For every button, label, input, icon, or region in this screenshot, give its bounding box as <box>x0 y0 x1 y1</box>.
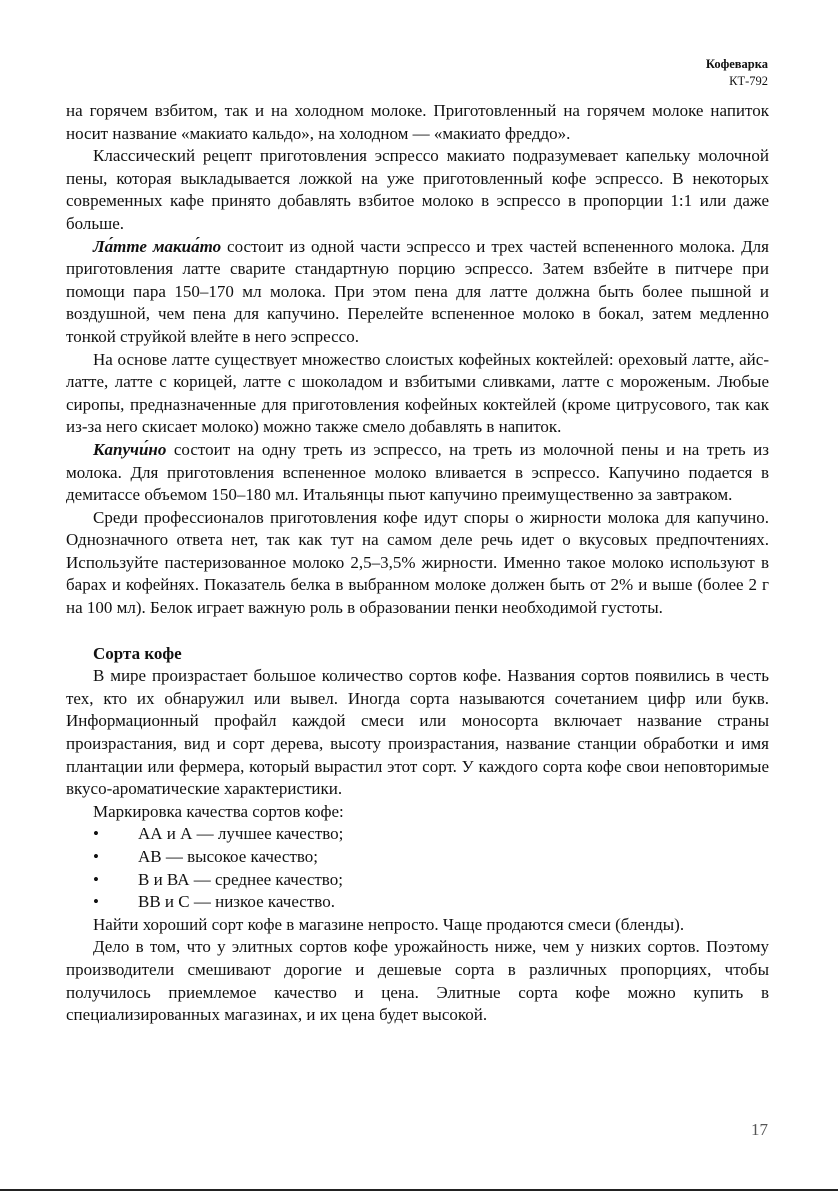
list-item: • АВ — высокое качество; <box>66 846 769 869</box>
header-model: КТ-792 <box>729 74 768 88</box>
paragraph-classic-macchiato: Классический рецепт приготовления эспрессо макиато подразумевает капельку молочной пены, которая выкладывается ложкой на уже приготовленный кофе эспрессо. В некоторых современных кафе принято добавлять взбитое молоко в эспрессо в пропорции 1:1 или даже больше. <box>66 146 769 233</box>
bottom-divider <box>0 1189 838 1191</box>
paragraph-macchiato-continued: на горячем взбитом, так и на холодном молоке. Приготовленный на горячем молоке напиток носит название «макиато кальдо», на холодном — «макиато фреддо». <box>66 101 769 143</box>
header-brand: Кофеварка <box>705 57 768 71</box>
paragraph-latte-cocktails: На основе латте существует множество слоистых кофейных коктейлей: ореховый латте, айс-латте, латте с корицей, латте с шоколадом и взбитыми сливками, латте с мороженым. Любые сиропы, предназначенные для приготовления кофейных коктейлей (кроме цитрусового, так как из-за него скисает молоко) можно также смело добавлять в напиток. <box>66 349 769 437</box>
page-number: 17 <box>751 1120 768 1139</box>
term-latte-macchiato: Ла́тте макиа́то <box>93 236 222 256</box>
paragraph-coffee-varieties: В мире произрастает большое количество сортов кофе. Названия сортов появились в честь тех, кто их обнаружил или вывел. Иногда сорта называются сочетанием цифр или букв. Информационный профайл каждой смеси или моносорта включает название страны произрастания, вид и сорт дерева, высоту произрастания, название станции обработки и имя плантации или фермера, который вырастил этот сорт. У каждого сорта кофе свои неповторимые вкусо-ароматические характеристики. <box>66 666 769 799</box>
paragraph-milk-fat: Среди профессионалов приготовления кофе идут споры о жирности молока для капучино. Однозначного ответа нет, так как тут на самом деле речь идет о вкусовых предпочтениях. Используйте пастеризованное молоко 2,5–3,5% жирности. Именно такое молоко используют в барах и кофейнях. Показатель белка в выбранном молоке должен быть от 2% и выше (более 2 г на 100 мл). Белок играет важную роль в образовании пенки необходимой густоты. <box>66 507 769 618</box>
section-title: Сорта кофе <box>93 643 182 663</box>
latte-macchiato-text: состоит из одной части эспрессо и трех частей вспененного молока. Для приготовления латте сварите стандартную порцию эспрессо. Затем взбейте в питчере при помощи пара 150–170 мл молока. При этом пена для латте должна быть более пышной и воздушной, чем пена для капучино. Перелейте вспененное молоко в бокал, затем медленно тонкой струйкой влейте в него эспрессо. <box>66 236 769 346</box>
list-item: • АА и А — лучшее качество; <box>66 823 769 846</box>
list-intro: Маркировка качества сортов кофе: <box>93 801 344 821</box>
paragraph-elite-varieties: Дело в том, что у элитных сортов кофе урожайность ниже, чем у низких сортов. Поэтому производители смешивают дорогие и дешевые сорта в различных пропорциях, чтобы получилось приемлемое качество и цена. Элитные сорта кофе можно купить в специализированных магазинах, и их цена будет высокой. <box>66 937 769 1025</box>
list-item: • В и ВА — среднее качество; <box>66 869 769 892</box>
page-header <box>706 56 768 90</box>
paragraph-cappuccino <box>66 439 769 507</box>
paragraph-latte-macchiato <box>66 236 769 349</box>
page-body <box>66 100 769 1027</box>
cappuccino-text: состоит на одну треть из эспрессо, на треть из молочной пены и на треть из молока. Для приготовления вспененное молоко вливается в эспрессо. Капучино подается в демитассе объемом 150–180 мл. Итальянцы пьют капучино преимущественно за завтраком. <box>66 439 769 505</box>
quality-grade-list <box>66 823 769 913</box>
paragraph-blends: Найти хороший сорт кофе в магазине непросто. Чаще продаются смеси (бленды). <box>93 914 685 934</box>
list-item: • ВВ и С — низкое качество. <box>66 891 769 914</box>
term-cappuccino: Капучи́но <box>93 439 167 459</box>
